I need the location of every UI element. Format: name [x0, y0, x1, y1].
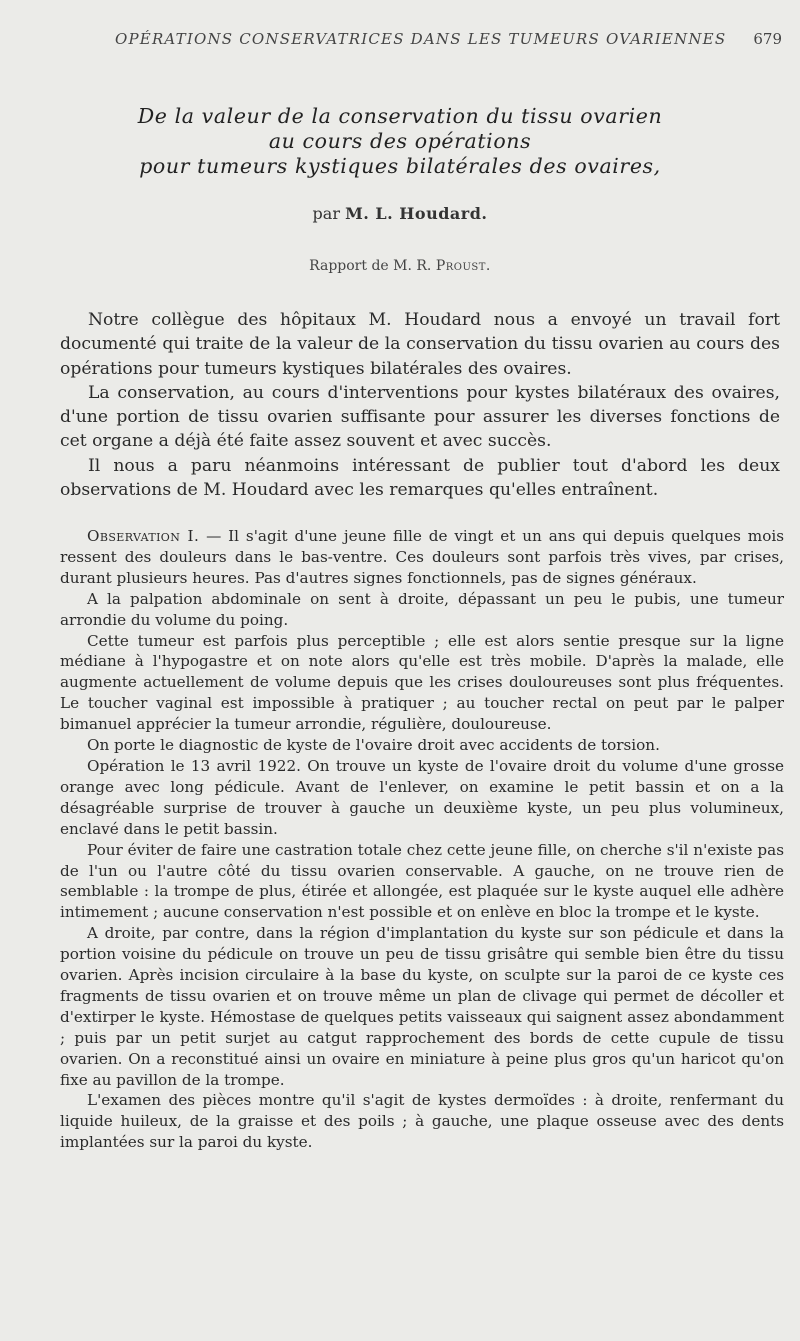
- title-line-2: au cours des opérations: [268, 129, 532, 153]
- observation-paragraph: A droite, par contre, dans la région d'implantation du kyste sur son pédicule et dans la portion voisine du pédicule on trouve un peu de tissu grisâtre qui semble bien être du tissu ovarien. Après incision circulaire à la base du kyste, on sculpte sur la paroi de ce kyste ces fragments de tissu ovarien et on trouve même un plan de clivage qui permet de décoller et d'extirper le kyste. Hémostase de quelques petits vaisseaux qui saignent assez abondamment ; puis par un petit surjet au catgut rapprochement des bords de cette cupule de tissu ovarien. On a reconstitué ainsi un ovaire en miniature à peine plus gros qu'un haricot qu'on fixe au pavillon de la trompe.: [60, 924, 784, 1089]
- page-number: 679: [753, 30, 782, 48]
- observation-paragraph: Opération le 13 avril 1922. On trouve un kyste de l'ovaire droit du volume d'une grosse orange avec long pédicule. Avant de l'enlever, on examine le petit bassin et on a la désagréable surprise de trouver à gauche un deuxième kyste, un peu plus volumineux, enclavé dans le petit bassin.: [60, 756, 784, 838]
- observation-label: Observation I.: [87, 527, 200, 545]
- article-title: [60, 104, 740, 179]
- byline-prefix: par: [312, 204, 340, 223]
- observation-section: [60, 526, 784, 1153]
- introduction: [60, 308, 780, 502]
- observation-paragraph: A la palpation abdominale on sent à droite, dépassant un peu le pubis, une tumeur arrondie du volume du poing.: [60, 589, 784, 629]
- observation-paragraph: On porte le diagnostic de kyste de l'ovaire droit avec accidents de torsion.: [87, 736, 660, 755]
- observation-paragraph: Pour éviter de faire une castration totale chez cette jeune fille, on cherche s'il n'existe pas de l'un ou l'autre côté du tissu ovarien conservable. A gauche, on ne trouve rien de semblable : la trompe de plus, étirée et allongée, est plaquée sur le kyste auquel elle adhère intimement ; aucune conservation n'est possible et on enlève en bloc la trompe et le kyste.: [60, 840, 784, 922]
- title-line-1: De la valeur de la conservation du tissu ovarien: [137, 104, 663, 128]
- observation-first-paragraph: [60, 526, 784, 589]
- intro-paragraph: La conservation, au cours d'interventions pour kystes bilatéraux des ovaires, d'une portion de tissu ovarien suffisante pour assurer les diverses fonctions de cet organe a déjà été faite assez souvent et avec succès.: [60, 382, 780, 452]
- observation-paragraph: Cette tumeur est parfois plus perceptible ; elle est alors sentie presque sur la ligne médiane à l'hypogastre et on note alors qu'elle est très mobile. D'après la malade, elle augmente actuellement de volume depuis que les crises douloureuses sont plus fréquentes. Le toucher vaginal est impossible à pratiquer ; au toucher rectal on peut par le palper bimanuel apprécier la tumeur arrondie, régulière, douloureuse.: [60, 631, 784, 734]
- intro-paragraph: Il nous a paru néanmoins intéressant de publier tout d'abord les deux observations de M. Houdard avec les remarques qu'elles entraînent.: [60, 455, 780, 501]
- observation-paragraph: L'examen des pièces montre qu'il s'agit de kystes dermoïdes : à droite, renfermant du liquide huileux, de la graisse et des poils ; à gauche, une plaque osseuse avec des dents implantées sur la paroi du kyste.: [60, 1091, 784, 1152]
- observation-text: — Il s'agit d'une jeune fille de vingt et un ans qui depuis quelques mois ressent des douleurs dans le bas-ventre. Ces douleurs sont parfois très vives, par crises, durant plusieurs heures. Pas d'autres signes fonctionnels, pas de signes généraux.: [60, 527, 784, 587]
- report-prefix: Rapport de M. R.: [309, 258, 432, 274]
- byline: [60, 204, 740, 223]
- title-line-3: pour tumeurs kystiques bilatérales des ovaires,: [139, 154, 661, 178]
- rapporteur-name: Proust.: [435, 258, 491, 274]
- report-line: [60, 258, 740, 274]
- author-name: M. L. Houdard.: [345, 204, 488, 223]
- running-header: OPÉRATIONS CONSERVATRICES DANS LES TUMEURS OVARIENNES: [115, 30, 727, 48]
- intro-paragraph: Notre collègue des hôpitaux M. Houdard nous a envoyé un travail fort documenté qui traite de la valeur de la conservation du tissu ovarien au cours des opérations pour tumeurs kystiques bilatérales des ovaires.: [60, 310, 780, 379]
